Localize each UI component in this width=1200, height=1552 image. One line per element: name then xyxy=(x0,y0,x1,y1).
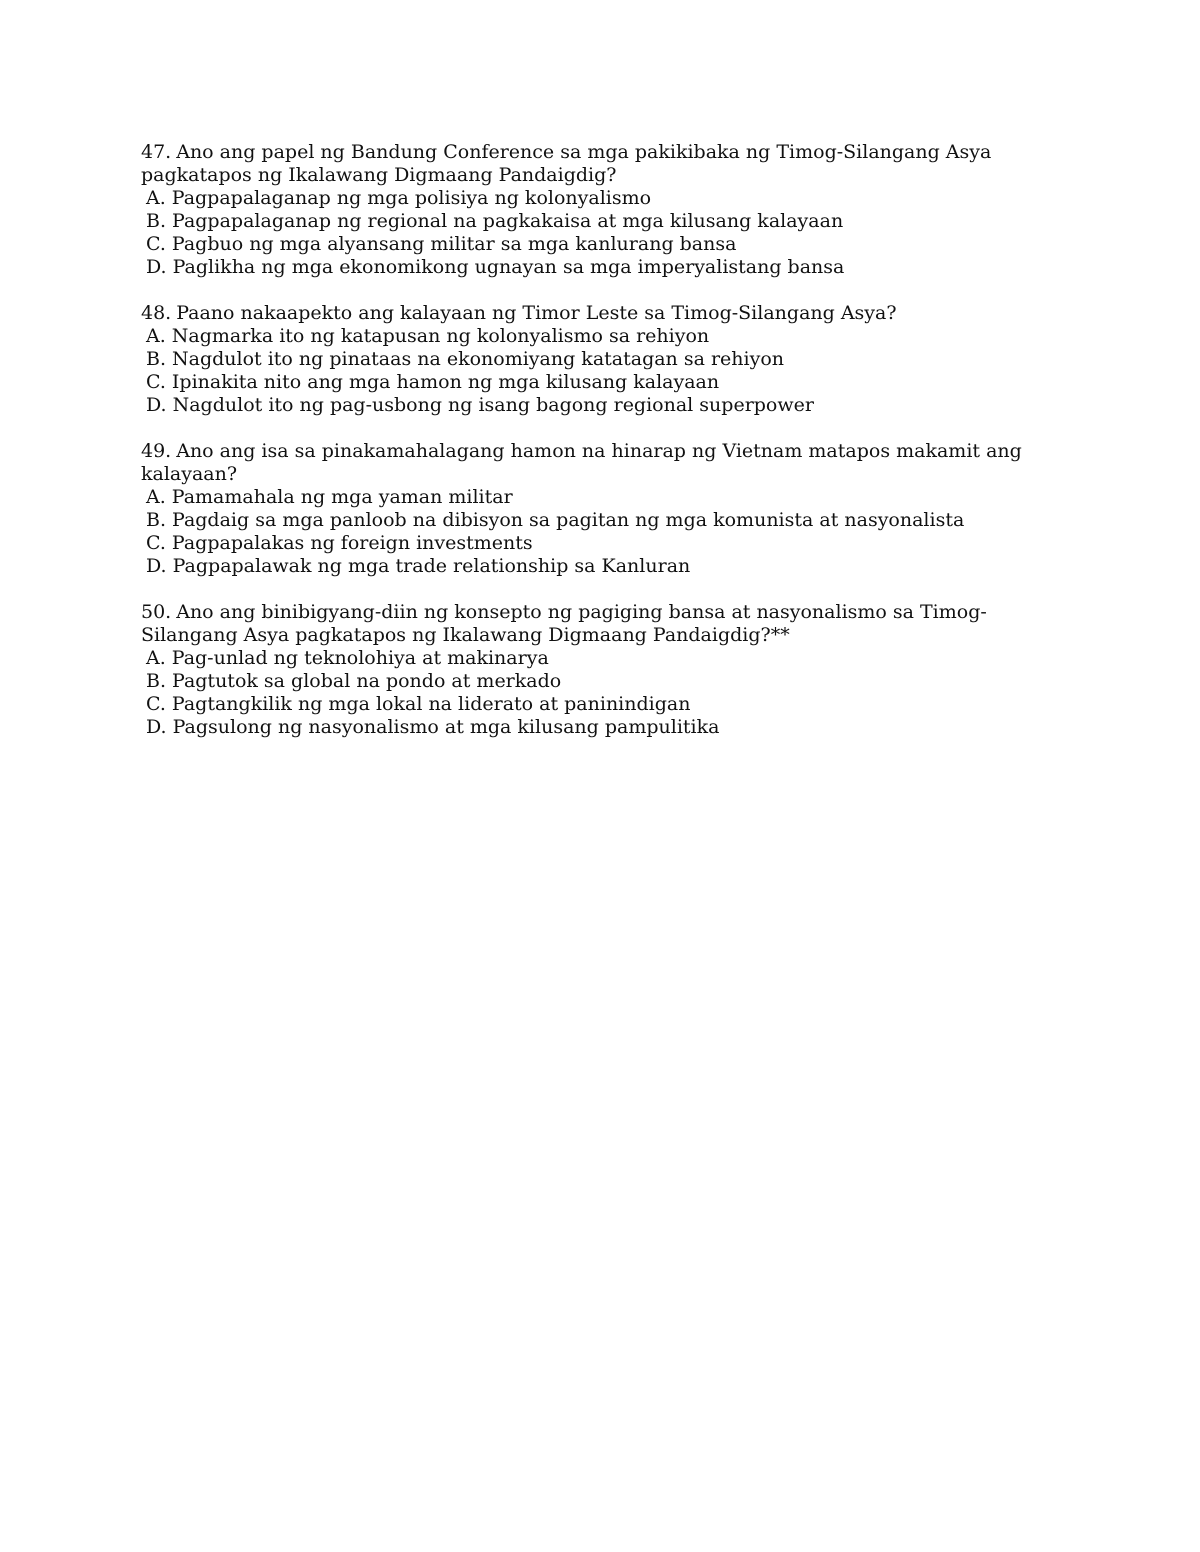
choice-text: Nagmarka ito ng katapusan ng kolonyalismo sa rehiyon xyxy=(171,325,710,347)
question-48 xyxy=(141,302,1041,417)
choice-b xyxy=(141,210,1041,233)
question-number: 48. xyxy=(141,302,172,324)
quiz-page xyxy=(141,141,1041,762)
question-47 xyxy=(141,141,1041,279)
choice-letter: A. xyxy=(146,325,166,347)
choice-text: Pagpapalaganap ng mga polisiya ng kolonyalismo xyxy=(171,187,652,209)
question-49 xyxy=(141,440,1041,578)
choice-letter: A. xyxy=(146,647,166,669)
choice-text: Pagdaig sa mga panloob na dibisyon sa pagitan ng mga komunista at nasyonalista xyxy=(172,509,965,531)
choice-text: Paglikha ng mga ekonomikong ugnayan sa mga imperyalistang bansa xyxy=(172,256,845,278)
choice-text: Pag-unlad ng teknolohiya at makinarya xyxy=(171,647,549,669)
choice-letter: B. xyxy=(146,210,167,232)
choice-letter: A. xyxy=(146,486,166,508)
question-prompt: Ano ang papel ng Bandung Conference sa mga pakikibaka ng Timog-Silangang Asya pagkatapos ng Ikalawang Digmaang Pandaigdig? xyxy=(141,141,992,186)
choice-text: Nagdulot ito ng pinataas na ekonomiyang katatagan sa rehiyon xyxy=(172,348,785,370)
choice-text: Pagtangkilik ng mga lokal na liderato at paninindigan xyxy=(171,693,691,715)
choice-c xyxy=(141,371,1041,394)
choice-a xyxy=(141,187,1041,210)
question-number: 50. xyxy=(141,601,172,623)
question-text xyxy=(141,601,1041,647)
question-text xyxy=(141,141,1041,187)
question-number: 49. xyxy=(141,440,172,462)
question-text xyxy=(141,302,1041,325)
choice-text: Pagsulong ng nasyonalismo at mga kilusang pampulitika xyxy=(172,716,720,738)
choice-d xyxy=(141,555,1041,578)
choice-d xyxy=(141,394,1041,417)
choice-text: Pagbuo ng mga alyansang militar sa mga kanlurang bansa xyxy=(171,233,737,255)
choice-letter: C. xyxy=(146,693,166,715)
choice-letter: B. xyxy=(146,670,167,692)
choice-text: Pagpapalakas ng foreign investments xyxy=(171,532,533,554)
question-text xyxy=(141,440,1041,486)
choice-letter: A. xyxy=(146,187,166,209)
question-prompt: Ano ang binibigyang-diin ng konsepto ng pagiging bansa at nasyonalismo sa Timog-Silangang Asya pagkatapos ng Ikalawang Digmaang Pandaigdig?** xyxy=(141,601,987,646)
choice-c xyxy=(141,693,1041,716)
choice-b xyxy=(141,348,1041,371)
choice-list xyxy=(141,647,1041,739)
choice-letter: B. xyxy=(146,509,167,531)
choice-a xyxy=(141,325,1041,348)
choice-list xyxy=(141,325,1041,417)
question-number: 47. xyxy=(141,141,172,163)
choice-b xyxy=(141,509,1041,532)
choice-d xyxy=(141,256,1041,279)
choice-a xyxy=(141,647,1041,670)
question-50 xyxy=(141,601,1041,739)
question-prompt: Paano nakaapekto ang kalayaan ng Timor Leste sa Timog-Silangang Asya? xyxy=(176,302,897,324)
question-prompt: Ano ang isa sa pinakamahalagang hamon na hinarap ng Vietnam matapos makamit ang kalayaan? xyxy=(141,440,1022,485)
choice-letter: C. xyxy=(146,233,166,255)
choice-text: Nagdulot ito ng pag-usbong ng isang bagong regional superpower xyxy=(172,394,814,416)
choice-list xyxy=(141,187,1041,279)
choice-list xyxy=(141,486,1041,578)
choice-c xyxy=(141,532,1041,555)
choice-text: Pagpapalaganap ng regional na pagkakaisa at mga kilusang kalayaan xyxy=(172,210,844,232)
choice-letter: C. xyxy=(146,371,166,393)
choice-text: Pamamahala ng mga yaman militar xyxy=(171,486,513,508)
choice-letter: D. xyxy=(146,256,167,278)
choice-text: Ipinakita nito ang mga hamon ng mga kilusang kalayaan xyxy=(171,371,720,393)
choice-text: Pagtutok sa global na pondo at merkado xyxy=(172,670,562,692)
choice-c xyxy=(141,233,1041,256)
choice-letter: D. xyxy=(146,394,167,416)
choice-a xyxy=(141,486,1041,509)
choice-text: Pagpapalawak ng mga trade relationship sa Kanluran xyxy=(172,555,691,577)
choice-d xyxy=(141,716,1041,739)
choice-letter: C. xyxy=(146,532,166,554)
choice-letter: D. xyxy=(146,716,167,738)
choice-b xyxy=(141,670,1041,693)
choice-letter: B. xyxy=(146,348,167,370)
choice-letter: D. xyxy=(146,555,167,577)
